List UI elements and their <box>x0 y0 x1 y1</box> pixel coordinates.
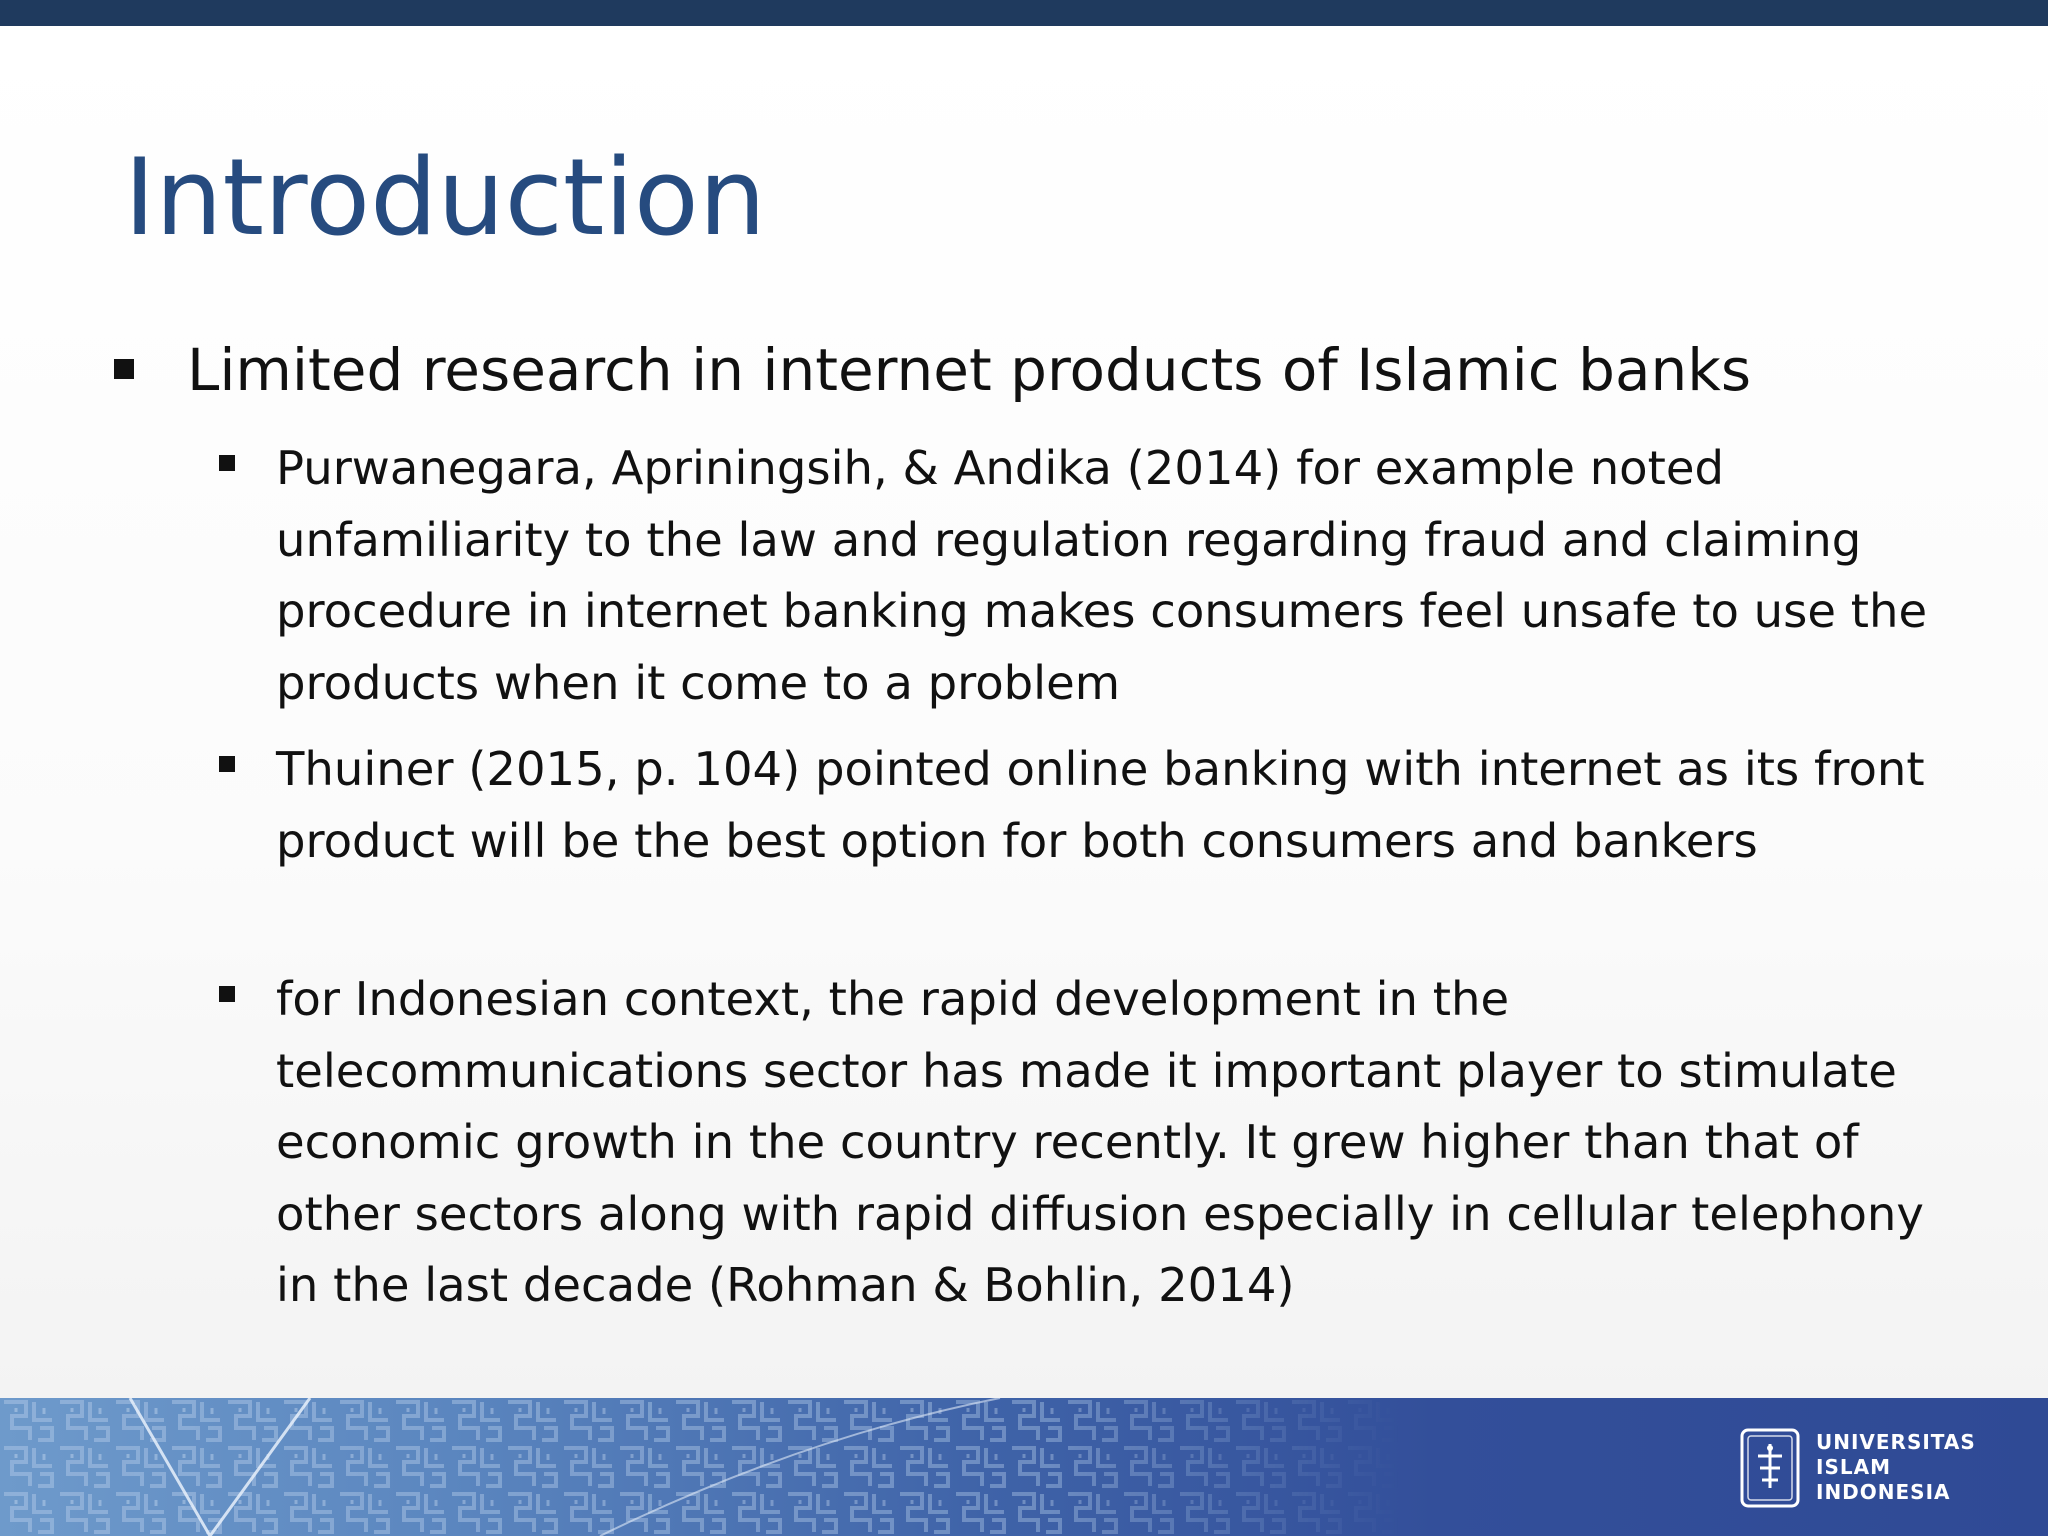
logo-wordmark <box>1816 1430 1976 1505</box>
logo-line: UNIVERSITAS <box>1816 1430 1976 1454</box>
square-bullet-icon <box>219 756 235 772</box>
footer-pattern <box>0 1398 1400 1536</box>
bullet-level1-text: Limited research in internet products of Islamic banks <box>187 336 1752 404</box>
logo-line: ISLAM <box>1816 1455 1891 1479</box>
sub-bullet-text: for Indonesian context, the rapid development in the telecommunications sector has made it important player to stimulate economic growth in the country recently. It grew higher than that of other sectors along with rapid diffusion especially in cellular telephony in the last decade (Rohman & Bohlin, 2014) <box>276 972 1924 1312</box>
square-bullet-icon <box>219 986 235 1002</box>
university-emblem-icon <box>1738 1426 1802 1510</box>
square-bullet-icon <box>219 455 235 471</box>
top-bar <box>0 0 2048 26</box>
square-bullet-icon <box>114 359 134 379</box>
logo-line: INDONESIA <box>1816 1480 1951 1504</box>
sub-bullet-text: Purwanegara, Apriningsih, & Andika (2014) for example noted unfamiliarity to the law and regulation regarding fraud and claiming procedure in internet banking makes consumers feel unsafe to use the products when it come to a problem <box>276 441 1928 710</box>
sub-bullet-text: Thuiner (2015, p. 104) pointed online banking with internet as its front product will be the best option for both consumers and bankers <box>276 742 1925 868</box>
slide-title: Introduction <box>124 136 766 259</box>
university-logo <box>1738 1420 1998 1516</box>
